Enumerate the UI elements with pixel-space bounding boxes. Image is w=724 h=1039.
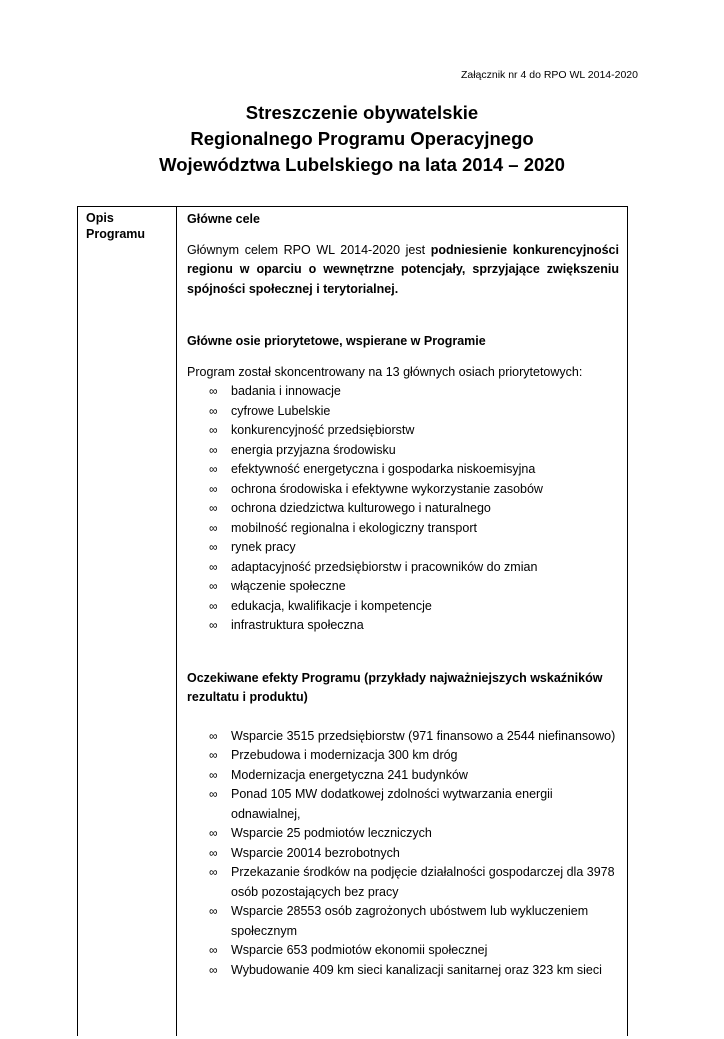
effect-item-text: Wsparcie 20014 bezrobotnych — [231, 845, 400, 860]
effect-item — [209, 824, 619, 844]
document-title — [0, 100, 724, 178]
axis-item — [209, 480, 619, 500]
program-description-table — [77, 206, 628, 1036]
bullet-icon: ∞ — [209, 904, 218, 918]
effect-item — [209, 902, 619, 941]
axis-item-text: ochrona środowiska i efektywne wykorzystanie zasobów — [231, 481, 543, 496]
goals-text — [187, 241, 619, 300]
bullet-icon: ∞ — [209, 865, 218, 879]
row-label: Opis Programu — [78, 207, 177, 1036]
axis-item-text: cyfrowe Lubelskie — [231, 403, 331, 418]
effect-item — [209, 863, 619, 902]
effect-item-text: Wsparcie 653 podmiotów ekonomii społecznej — [231, 943, 488, 957]
bullet-icon: ∞ — [209, 787, 218, 801]
title-line-2: Regionalnego Programu Operacyjnego — [190, 128, 534, 149]
bullet-icon: ∞ — [209, 501, 218, 515]
axis-item-text: badania i innowacje — [231, 384, 341, 398]
bullet-icon: ∞ — [209, 384, 218, 398]
goals-text-bold: podniesienie konkurencyjności regionu w oparciu o wewnętrzne potencjały, sprzyjające zwiększeniu spójności społecznej i terytorialnej. — [187, 242, 619, 296]
effect-item — [209, 941, 619, 961]
effect-item-text: Przebudowa i modernizacja 300 km dróg — [231, 748, 458, 762]
content-cell — [177, 207, 627, 1039]
bullet-icon: ∞ — [209, 728, 218, 743]
axis-item — [209, 402, 619, 422]
axis-item — [209, 382, 619, 402]
axis-item — [209, 441, 619, 461]
axis-item — [209, 577, 619, 597]
axis-item-text: konkurencyjność przedsiębiorstw — [231, 423, 415, 437]
axes-heading: Główne osie priorytetowe, wspierane w Programie — [187, 334, 486, 348]
effect-item — [209, 844, 619, 864]
goals-text-normal: Głównym celem RPO WL 2014-2020 jest — [187, 242, 431, 257]
axes-intro: Program został skoncentrowany na 13 głównych osiach priorytetowych: — [187, 364, 583, 379]
bullet-icon: ∞ — [209, 962, 218, 977]
bullet-icon: ∞ — [209, 598, 218, 613]
effect-item-text: Przekazanie środków na podjęcie działalności gospodarczej dla 3978 osób pozostających bez pracy — [231, 865, 615, 899]
axis-item — [209, 421, 619, 441]
axis-item-text: efektywność energetyczna i gospodarka niskoemisyjna — [231, 462, 536, 476]
effect-item — [209, 961, 619, 981]
axis-item-text: adaptacyjność przedsiębiorstw i pracowników do zmian — [231, 559, 538, 574]
bullet-icon: ∞ — [209, 481, 218, 496]
axis-item — [209, 519, 619, 539]
axis-item-text: rynek pracy — [231, 540, 296, 554]
annex-reference: Załącznik nr 4 do RPO WL 2014-2020 — [460, 69, 638, 81]
effect-item-text: Ponad 105 MW dodatkowej zdolności wytwarzania energii odnawialnej, — [231, 787, 553, 821]
effect-item — [209, 766, 619, 786]
effect-item-text: Wsparcie 28553 osób zagrożonych ubóstwem lub wykluczeniem społecznym — [231, 904, 589, 938]
axis-item — [209, 558, 619, 578]
title-line-1: Streszczenie obywatelskie — [245, 102, 479, 123]
bullet-icon: ∞ — [209, 618, 218, 632]
bullet-icon: ∞ — [209, 520, 218, 535]
bullet-icon: ∞ — [209, 423, 218, 437]
bullet-icon: ∞ — [209, 845, 218, 860]
axis-item-text: ochrona dziedzictwa kulturowego i naturalnego — [231, 501, 491, 515]
bullet-icon: ∞ — [209, 579, 218, 593]
axis-item — [209, 616, 619, 636]
bullet-icon: ∞ — [209, 767, 218, 782]
bullet-icon: ∞ — [209, 748, 218, 762]
bullet-icon: ∞ — [209, 826, 218, 840]
axis-item-text: energia przyjazna środowisku — [231, 442, 396, 457]
axis-item — [209, 538, 619, 558]
title-line-3: Województwa Lubelskiego na lata 2014 – 2020 — [159, 154, 565, 175]
effect-item — [209, 746, 619, 766]
bullet-icon: ∞ — [209, 943, 218, 957]
axis-item — [209, 460, 619, 480]
axis-item-text: infrastruktura społeczna — [231, 618, 364, 632]
effect-item — [209, 785, 619, 824]
bullet-icon: ∞ — [209, 540, 218, 554]
axis-item-text: włączenie społeczne — [231, 579, 346, 593]
axes-list — [187, 382, 619, 636]
effects-list — [187, 727, 619, 981]
axis-item — [209, 499, 619, 519]
effect-item-text: Modernizacja energetyczna 241 budynków — [231, 767, 468, 782]
effect-item-text: Wybudowanie 409 km sieci kanalizacji sanitarnej oraz 323 km sieci — [231, 962, 602, 977]
axis-item-text: mobilność regionalna i ekologiczny transport — [231, 520, 477, 535]
effect-item-text: Wsparcie 3515 przedsiębiorstw (971 finansowo a 2544 niefinansowo) — [231, 728, 616, 743]
bullet-icon: ∞ — [209, 403, 218, 418]
effect-item-text: Wsparcie 25 podmiotów leczniczych — [231, 826, 432, 840]
effect-item — [209, 727, 619, 747]
axis-item — [209, 597, 619, 617]
bullet-icon: ∞ — [209, 442, 218, 457]
bullet-icon: ∞ — [209, 462, 218, 476]
goals-heading: Główne cele — [187, 212, 260, 226]
effects-heading: Oczekiwane efekty Programu (przykłady najważniejszych wskaźników rezultatu i produktu) — [187, 670, 603, 704]
bullet-icon: ∞ — [209, 559, 218, 574]
axis-item-text: edukacja, kwalifikacje i kompetencje — [231, 598, 432, 613]
